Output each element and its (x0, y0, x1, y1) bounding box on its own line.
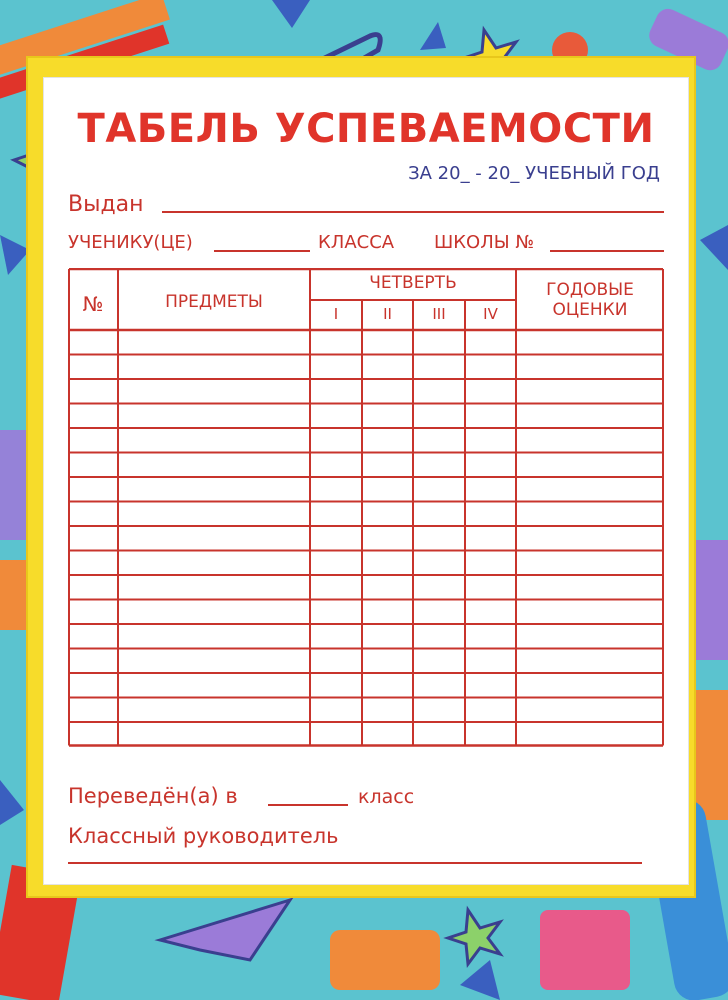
transferred-class-label: класс (358, 786, 415, 808)
issued-field-line[interactable] (162, 211, 664, 213)
table-header-number: № (82, 292, 104, 316)
school-year-subtitle: ЗА 20_ - 20_ УЧЕБНЫЙ ГОД (408, 163, 660, 184)
issued-label: Выдан (68, 192, 144, 217)
school-label: ШКОЛЫ № (434, 232, 535, 253)
table-header-annual-line1: ГОДОВЫЕ (546, 280, 634, 300)
transferred-label: Переведён(а) в (68, 784, 238, 808)
table-header-annual-line2: ОЦЕНКИ (552, 300, 628, 320)
grades-table-grid (68, 268, 664, 758)
table-header-quarter-2: II (383, 305, 392, 323)
table-header-quarter: ЧЕТВЕРТЬ (369, 273, 457, 293)
table-header-subjects: ПРЕДМЕТЫ (165, 292, 263, 312)
grades-table (68, 268, 664, 758)
class-label: КЛАССА (318, 232, 395, 253)
table-header-quarter-1: I (333, 305, 339, 323)
table-header-quarter-4: IV (483, 305, 498, 323)
page-title: ТАБЕЛЬ УСПЕВАЕМОСТИ (77, 106, 655, 152)
class-teacher-field-line[interactable] (68, 862, 642, 864)
class-teacher-label: Классный руководитель (68, 824, 339, 848)
table-header-quarter-3: III (432, 305, 446, 323)
school-field-line[interactable] (550, 250, 664, 252)
report-card-sheet (44, 78, 688, 884)
transferred-field-line[interactable] (268, 804, 348, 806)
student-field-line[interactable] (214, 250, 310, 252)
student-label: УЧЕНИКУ(ЦЕ) (68, 232, 193, 253)
